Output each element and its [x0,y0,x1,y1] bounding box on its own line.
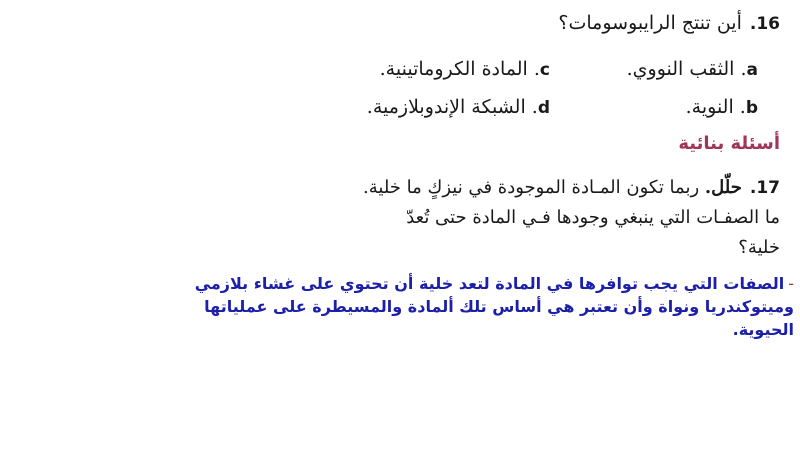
option-a [627,58,758,80]
option-b [686,96,758,118]
option-text: . الشبكة الإندوبلازمية. [366,96,538,118]
question-17-line-2: ما الصفـات التي ينبغي وجودها فـي المادة حتى تُعدّ [406,207,780,228]
question-number: 17. [749,178,780,198]
question-17 [360,173,780,263]
option-text: . النوية. [685,96,746,118]
answer-dash: - [788,274,794,293]
section-title: أسئلة بنائية [678,133,780,154]
question-17-line-1 [360,173,780,203]
question-text: ربما تكون المـادة الموجودة في نيزكٍ ما خلية. [363,177,705,198]
answer-body: الصفات التي يجب توافرها في المادة لتعد خلية أن تحتوي على غشاء بلازمي وميتوكندريا ونواة وأن تعتبر هي أساس تلك ألمادة والمسيطرة على عملياتها الحيوية. [194,274,794,339]
option-text: . المادة الكروماتينية. [379,58,540,80]
option-letter: d [537,98,550,118]
question-number: 16. [749,14,780,34]
question-17-line-3: خلية؟ [738,237,780,258]
option-c [380,58,550,80]
option-d [367,96,550,118]
question-verb: حلّل. [704,177,742,198]
option-letter: a [746,60,758,80]
option-text: . الثقب النووي. [626,58,747,80]
answer-text [184,272,794,341]
question-text: أين تنتج الرايبوسومات؟ [558,12,742,34]
option-letter: b [745,98,758,118]
option-letter: c [539,60,550,80]
question-16 [558,12,780,34]
